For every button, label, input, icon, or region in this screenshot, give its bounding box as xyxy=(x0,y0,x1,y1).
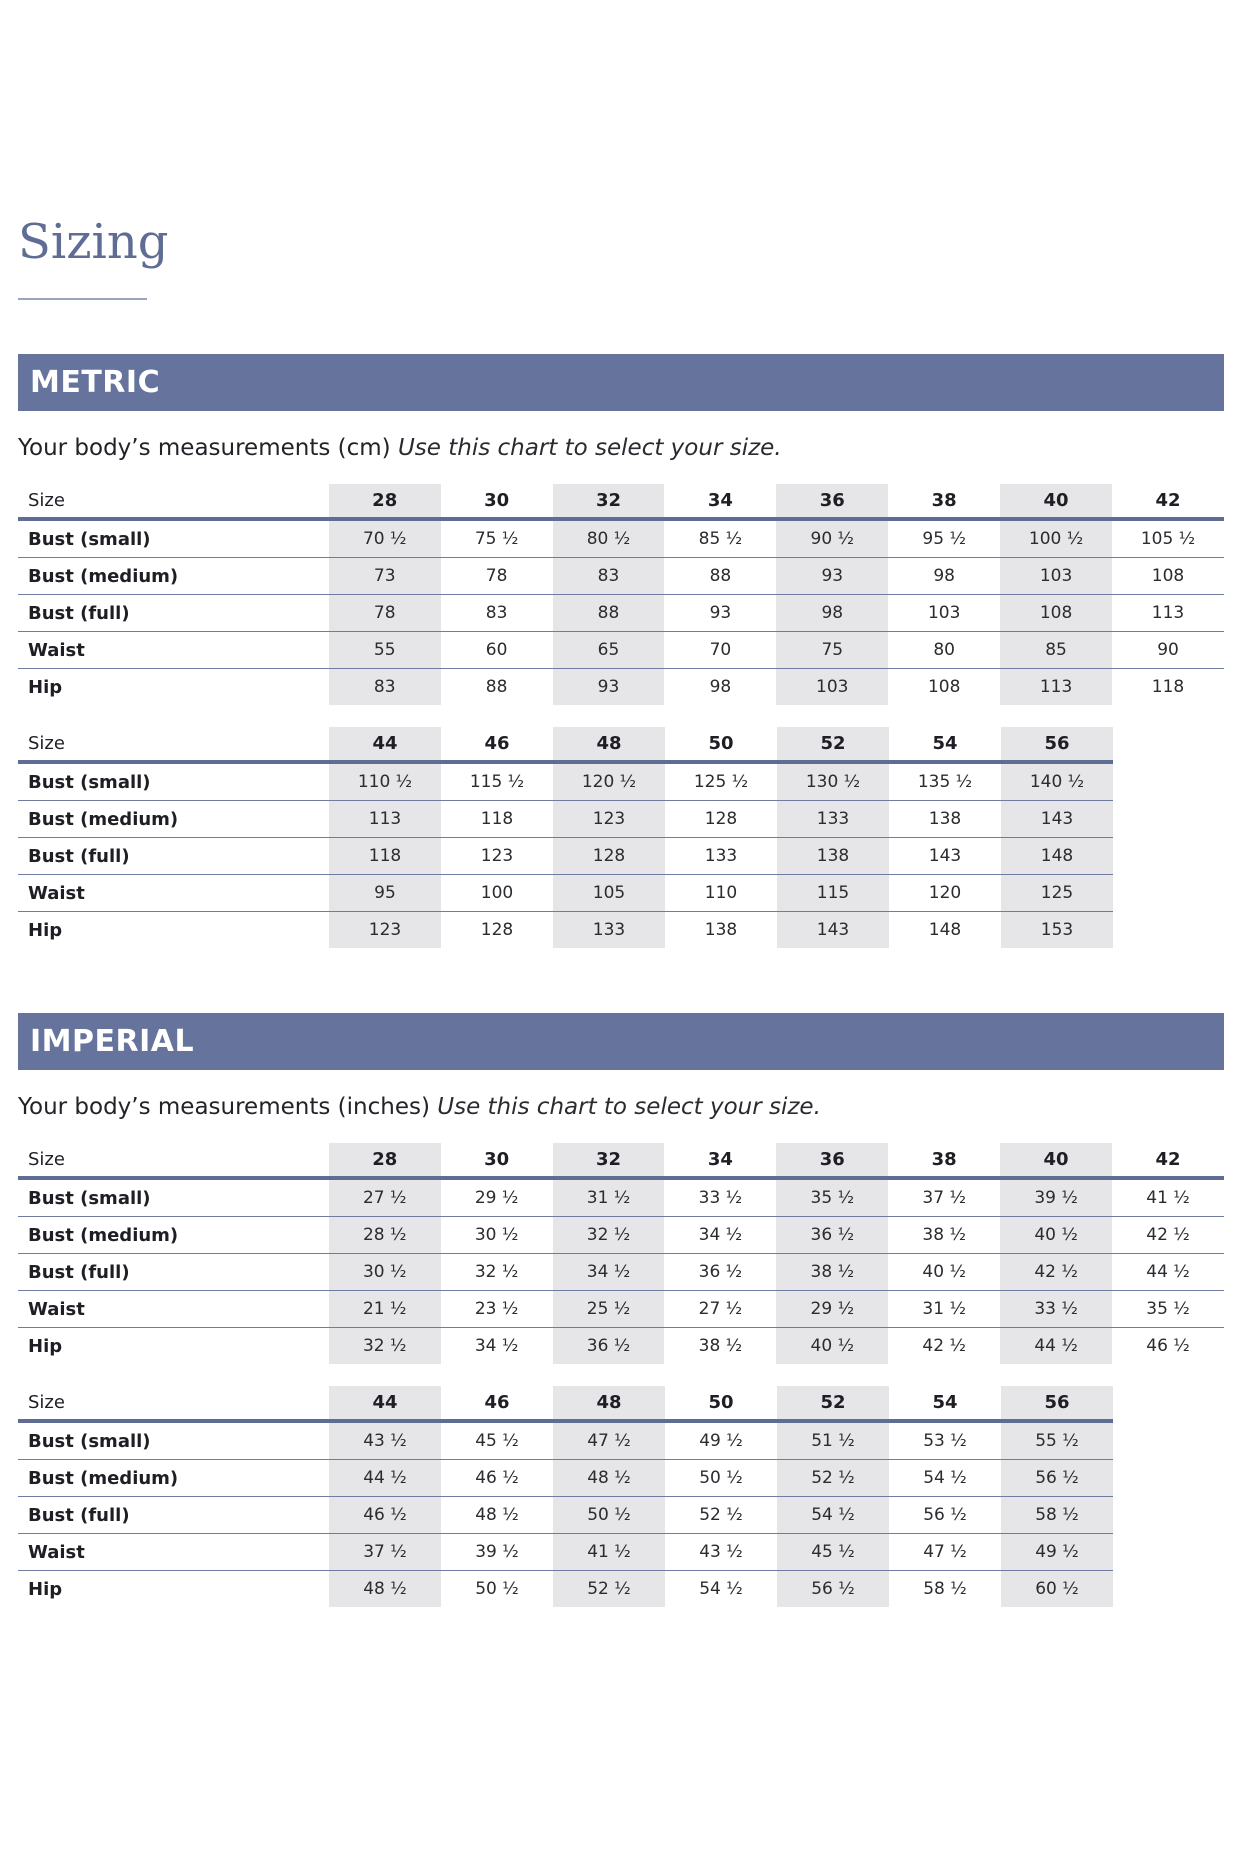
size-header-cell: 52 xyxy=(777,1386,889,1421)
subtitle-text: Your body’s measurements (inches) xyxy=(18,1094,430,1120)
measurement-cell: 113 xyxy=(329,801,441,838)
measurement-cell: 78 xyxy=(441,558,553,595)
measurement-cell: 50 ½ xyxy=(553,1497,665,1534)
measurement-cell: 21 ½ xyxy=(329,1291,441,1328)
table-row xyxy=(18,1254,1224,1291)
page-title: Sizing xyxy=(18,214,169,270)
size-header-cell: 54 xyxy=(889,1386,1001,1421)
measurement-label: Bust (small) xyxy=(18,762,329,801)
measurement-cell: 135 ½ xyxy=(889,762,1001,801)
measurement-cell: 110 ½ xyxy=(329,762,441,801)
measurement-cell: 75 ½ xyxy=(441,519,553,558)
measurement-cell: 31 ½ xyxy=(888,1291,1000,1328)
size-header-cell: 44 xyxy=(329,1386,441,1421)
metric-heading: METRIC xyxy=(18,354,1224,411)
measurement-label: Bust (medium) xyxy=(18,801,329,838)
table-row xyxy=(18,1328,1224,1365)
measurement-cell: 52 ½ xyxy=(777,1460,889,1497)
size-header-label: Size xyxy=(18,484,329,519)
measurement-cell: 105 ½ xyxy=(1112,519,1224,558)
measurement-cell: 42 ½ xyxy=(1000,1254,1112,1291)
measurement-cell: 98 xyxy=(709,677,732,697)
measurement-label: Bust (full) xyxy=(18,838,329,875)
measurement-cell: 54 ½ xyxy=(777,1497,889,1534)
size-header-cell: 38 xyxy=(888,1143,1000,1178)
table-row xyxy=(18,1497,1113,1534)
measurement-cell: 100 ½ xyxy=(1000,519,1112,558)
measurement-cell: 55 xyxy=(329,632,441,669)
table-row xyxy=(18,1534,1113,1571)
measurement-cell: 93 xyxy=(553,669,665,706)
measurement-label: Bust (full) xyxy=(18,1254,329,1291)
measurement-cell: 43 ½ xyxy=(665,1534,777,1571)
table-row xyxy=(18,1178,1224,1217)
measurement-cell: 70 ½ xyxy=(329,519,441,558)
measurement-cell: 36 ½ xyxy=(776,1217,888,1254)
measurement-cell: 113 xyxy=(1000,669,1112,706)
measurement-cell: 44 ½ xyxy=(1000,1328,1112,1365)
measurement-cell: 33 ½ xyxy=(664,1178,776,1217)
table-row xyxy=(18,595,1224,632)
measurement-cell: 130 ½ xyxy=(777,762,889,801)
measurement-cell: 56 ½ xyxy=(889,1497,1001,1534)
table-row xyxy=(18,762,1113,801)
measurement-cell: 143 xyxy=(777,912,889,949)
measurement-cell: 48 ½ xyxy=(329,1571,441,1608)
measurement-cell: 123 xyxy=(553,801,665,838)
measurement-cell: 153 xyxy=(1001,912,1113,949)
measurement-cell: 32 ½ xyxy=(329,1328,441,1365)
measurement-cell: 60 ½ xyxy=(1001,1571,1113,1608)
measurement-label: Bust (small) xyxy=(18,519,329,558)
measurement-cell: 28 ½ xyxy=(329,1217,441,1254)
measurement-cell: 93 xyxy=(664,595,776,632)
measurement-cell: 113 xyxy=(1112,595,1224,632)
measurement-cell: 43 ½ xyxy=(329,1421,441,1460)
measurement-cell: 93 xyxy=(776,558,888,595)
size-header-cell: 28 xyxy=(329,484,441,519)
measurement-cell: 45 ½ xyxy=(777,1534,889,1571)
measurement-cell: 53 ½ xyxy=(889,1421,1001,1460)
size-header-cell: 28 xyxy=(329,1143,441,1178)
size-header-label: Size xyxy=(18,1143,329,1178)
measurement-label: Bust (full) xyxy=(18,595,329,632)
measurement-label: Hip xyxy=(28,676,63,698)
size-header-cell: 30 xyxy=(441,484,553,519)
size-header-cell: 40 xyxy=(1000,1143,1112,1178)
measurement-cell: 98 xyxy=(776,595,888,632)
table-header-row xyxy=(18,1386,1113,1421)
size-header-cell: 44 xyxy=(329,727,441,762)
imperial-size-table-2 xyxy=(18,1386,1113,1607)
measurement-cell: 70 xyxy=(664,632,776,669)
measurement-cell: 25 ½ xyxy=(553,1291,665,1328)
measurement-cell: 115 ½ xyxy=(441,762,553,801)
measurement-cell: 34 ½ xyxy=(664,1217,776,1254)
size-header-cell: 32 xyxy=(553,1143,665,1178)
table-header-row xyxy=(18,484,1224,519)
size-header-cell: 48 xyxy=(553,727,665,762)
measurement-cell: 34 ½ xyxy=(474,1336,519,1356)
size-header-cell: 50 xyxy=(665,1386,777,1421)
measurement-cell: 39 ½ xyxy=(441,1534,553,1571)
measurement-label: Bust (full) xyxy=(18,1497,329,1534)
measurement-cell: 108 xyxy=(1112,558,1224,595)
table-row xyxy=(18,838,1113,875)
size-header-cell: 54 xyxy=(889,727,1001,762)
measurement-cell: 118 xyxy=(1151,677,1185,697)
measurement-cell: 115 xyxy=(777,875,889,912)
measurement-cell: 42 ½ xyxy=(922,1336,966,1356)
measurement-cell: 32 ½ xyxy=(553,1217,665,1254)
measurement-cell: 118 xyxy=(441,801,553,838)
measurement-cell: 95 ½ xyxy=(888,519,1000,558)
measurement-cell: 80 xyxy=(888,632,1000,669)
measurement-cell: 46 ½ xyxy=(329,1497,441,1534)
measurement-label: Bust (medium) xyxy=(18,1460,329,1497)
measurement-cell: 44 ½ xyxy=(329,1460,441,1497)
measurement-cell: 40 ½ xyxy=(776,1328,888,1365)
measurement-cell: 138 xyxy=(704,920,738,940)
measurement-cell: 108 xyxy=(927,677,961,697)
measurement-cell: 33 ½ xyxy=(1000,1291,1112,1328)
measurement-cell: 35 ½ xyxy=(776,1178,888,1217)
size-header-cell: 38 xyxy=(888,484,1000,519)
measurement-cell: 100 xyxy=(441,875,553,912)
subtitle-note: Use this chart to select your size. xyxy=(397,435,782,461)
table-row xyxy=(18,1291,1224,1328)
measurement-cell: 44 ½ xyxy=(1112,1254,1224,1291)
size-header-cell: 46 xyxy=(441,727,553,762)
size-header-label: Size xyxy=(18,727,329,762)
measurement-cell: 36 ½ xyxy=(553,1328,665,1365)
table-header-row xyxy=(18,727,1113,762)
measurement-cell: 140 ½ xyxy=(1001,762,1113,801)
measurement-cell: 133 xyxy=(777,801,889,838)
subtitle-text: Your body’s measurements (cm) xyxy=(18,435,391,461)
measurement-cell: 56 ½ xyxy=(777,1571,889,1608)
size-header-cell: 48 xyxy=(553,1386,665,1421)
table-row xyxy=(18,1571,1113,1608)
measurement-cell: 38 ½ xyxy=(888,1217,1000,1254)
measurement-label: Waist xyxy=(18,1534,329,1571)
size-header-cell: 36 xyxy=(776,484,888,519)
measurement-cell: 88 xyxy=(664,558,776,595)
measurement-cell: 45 ½ xyxy=(441,1421,553,1460)
measurement-cell: 34 ½ xyxy=(553,1254,665,1291)
measurement-label: Waist xyxy=(18,1291,329,1328)
measurement-cell: 118 xyxy=(329,838,441,875)
measurement-cell: 85 xyxy=(1000,632,1112,669)
measurement-cell: 90 xyxy=(1112,632,1224,669)
measurement-cell: 138 xyxy=(777,838,889,875)
measurement-cell: 120 xyxy=(889,875,1001,912)
measurement-cell: 85 ½ xyxy=(664,519,776,558)
imperial-heading: IMPERIAL xyxy=(18,1013,1224,1070)
size-header-cell: 52 xyxy=(777,727,889,762)
size-header-cell: 40 xyxy=(1000,484,1112,519)
measurement-label: Bust (small) xyxy=(18,1421,329,1460)
measurement-cell: 29 ½ xyxy=(441,1178,553,1217)
measurement-cell: 36 ½ xyxy=(664,1254,776,1291)
measurement-cell: 120 ½ xyxy=(553,762,665,801)
measurement-cell: 40 ½ xyxy=(888,1254,1000,1291)
measurement-cell: 123 xyxy=(441,838,553,875)
size-header-cell: 42 xyxy=(1112,484,1224,519)
measurement-cell: 128 xyxy=(665,801,777,838)
measurement-cell: 138 xyxy=(889,801,1001,838)
measurement-cell: 48 ½ xyxy=(441,1497,553,1534)
measurement-cell: 108 xyxy=(1000,595,1112,632)
measurement-cell: 103 xyxy=(776,669,888,706)
size-header-cell: 30 xyxy=(441,1143,553,1178)
measurement-cell: 55 ½ xyxy=(1001,1421,1113,1460)
measurement-cell: 32 ½ xyxy=(441,1254,553,1291)
table-row xyxy=(18,801,1113,838)
size-header-cell: 50 xyxy=(665,727,777,762)
measurement-cell: 128 xyxy=(553,838,665,875)
measurement-cell: 78 xyxy=(329,595,441,632)
measurement-label: Bust (small) xyxy=(18,1178,329,1217)
imperial-subtitle xyxy=(18,1092,1224,1122)
size-header-cell: 42 xyxy=(1112,1143,1224,1178)
measurement-label: Waist xyxy=(18,875,329,912)
measurement-cell: 148 xyxy=(928,920,962,940)
imperial-size-table-1 xyxy=(18,1143,1224,1364)
measurement-cell: 52 ½ xyxy=(665,1497,777,1534)
table-row xyxy=(18,558,1224,595)
measurement-cell: 42 ½ xyxy=(1112,1217,1224,1254)
measurement-cell: 30 ½ xyxy=(329,1254,441,1291)
measurement-cell: 30 ½ xyxy=(441,1217,553,1254)
measurement-cell: 58 ½ xyxy=(923,1579,967,1599)
size-header-cell: 56 xyxy=(1001,727,1113,762)
measurement-cell: 103 xyxy=(1000,558,1112,595)
measurement-cell: 49 ½ xyxy=(665,1421,777,1460)
measurement-cell: 39 ½ xyxy=(1000,1178,1112,1217)
measurement-cell: 27 ½ xyxy=(664,1291,776,1328)
measurement-cell: 49 ½ xyxy=(1001,1534,1113,1571)
measurement-cell: 88 xyxy=(553,595,665,632)
measurement-cell: 103 xyxy=(888,595,1000,632)
measurement-cell: 128 xyxy=(480,920,514,940)
measurement-cell: 41 ½ xyxy=(1112,1178,1224,1217)
measurement-cell: 35 ½ xyxy=(1112,1291,1224,1328)
measurement-cell: 58 ½ xyxy=(1001,1497,1113,1534)
measurement-cell: 83 xyxy=(441,595,553,632)
table-row xyxy=(18,519,1224,558)
measurement-label: Hip xyxy=(28,1578,63,1600)
measurement-cell: 83 xyxy=(553,558,665,595)
measurement-label: Bust (medium) xyxy=(18,558,329,595)
measurement-label: Bust (medium) xyxy=(18,1217,329,1254)
measurement-cell: 98 xyxy=(888,558,1000,595)
measurement-cell: 73 xyxy=(329,558,441,595)
measurement-cell: 75 xyxy=(776,632,888,669)
measurement-cell: 123 xyxy=(329,912,441,949)
measurement-cell: 47 ½ xyxy=(553,1421,665,1460)
metric-size-table-1 xyxy=(18,484,1224,705)
size-header-cell: 56 xyxy=(1001,1386,1113,1421)
measurement-cell: 40 ½ xyxy=(1000,1217,1112,1254)
measurement-label: Hip xyxy=(28,919,63,941)
table-row xyxy=(18,1421,1113,1460)
measurement-cell: 31 ½ xyxy=(553,1178,665,1217)
metric-subtitle xyxy=(18,433,1224,463)
metric-size-table-2 xyxy=(18,727,1113,948)
measurement-cell: 50 ½ xyxy=(665,1460,777,1497)
measurement-cell: 23 ½ xyxy=(441,1291,553,1328)
table-row xyxy=(18,669,1224,706)
measurement-cell: 143 xyxy=(889,838,1001,875)
measurement-cell: 88 xyxy=(485,677,508,697)
title-underline xyxy=(18,298,147,300)
measurement-cell: 48 ½ xyxy=(553,1460,665,1497)
subtitle-note: Use this chart to select your size. xyxy=(437,1094,821,1120)
metric-section xyxy=(18,354,1224,948)
measurement-cell: 125 xyxy=(1001,875,1113,912)
measurement-cell: 125 ½ xyxy=(665,762,777,801)
measurement-cell: 148 xyxy=(1001,838,1113,875)
measurement-cell: 38 ½ xyxy=(776,1254,888,1291)
measurement-cell: 51 ½ xyxy=(777,1421,889,1460)
measurement-cell: 54 ½ xyxy=(889,1460,1001,1497)
measurement-cell: 143 xyxy=(1001,801,1113,838)
measurement-cell: 46 ½ xyxy=(1146,1336,1190,1356)
measurement-cell: 65 xyxy=(553,632,665,669)
measurement-cell: 41 ½ xyxy=(553,1534,665,1571)
size-header-cell: 46 xyxy=(441,1386,553,1421)
measurement-cell: 110 xyxy=(665,875,777,912)
measurement-label: Waist xyxy=(18,632,329,669)
size-header-cell: 34 xyxy=(664,484,776,519)
measurement-cell: 37 ½ xyxy=(888,1178,1000,1217)
measurement-cell: 50 ½ xyxy=(475,1579,519,1599)
table-row xyxy=(18,1460,1113,1497)
table-row xyxy=(18,632,1224,669)
size-header-cell: 34 xyxy=(664,1143,776,1178)
measurement-cell: 27 ½ xyxy=(329,1178,441,1217)
size-header-label: Size xyxy=(18,1386,329,1421)
measurement-cell: 60 xyxy=(441,632,553,669)
size-header-cell: 32 xyxy=(553,484,665,519)
measurement-label: Hip xyxy=(28,1335,63,1357)
size-header-cell: 36 xyxy=(776,1143,888,1178)
measurement-cell: 54 ½ xyxy=(699,1579,743,1599)
measurement-cell: 105 xyxy=(553,875,665,912)
table-row xyxy=(18,875,1113,912)
measurement-cell: 133 xyxy=(665,838,777,875)
measurement-cell: 38 ½ xyxy=(698,1336,743,1356)
measurement-cell: 52 ½ xyxy=(553,1571,665,1608)
measurement-cell: 83 xyxy=(329,669,441,706)
measurement-cell: 80 ½ xyxy=(553,519,665,558)
measurement-cell: 95 xyxy=(329,875,441,912)
measurement-cell: 133 xyxy=(553,912,665,949)
measurement-cell: 47 ½ xyxy=(889,1534,1001,1571)
table-row xyxy=(18,1217,1224,1254)
table-row xyxy=(18,912,1113,949)
measurement-cell: 37 ½ xyxy=(329,1534,441,1571)
measurement-cell: 46 ½ xyxy=(441,1460,553,1497)
measurement-cell: 90 ½ xyxy=(776,519,888,558)
measurement-cell: 56 ½ xyxy=(1001,1460,1113,1497)
measurement-cell: 29 ½ xyxy=(776,1291,888,1328)
imperial-section xyxy=(18,1013,1224,1607)
table-header-row xyxy=(18,1143,1224,1178)
